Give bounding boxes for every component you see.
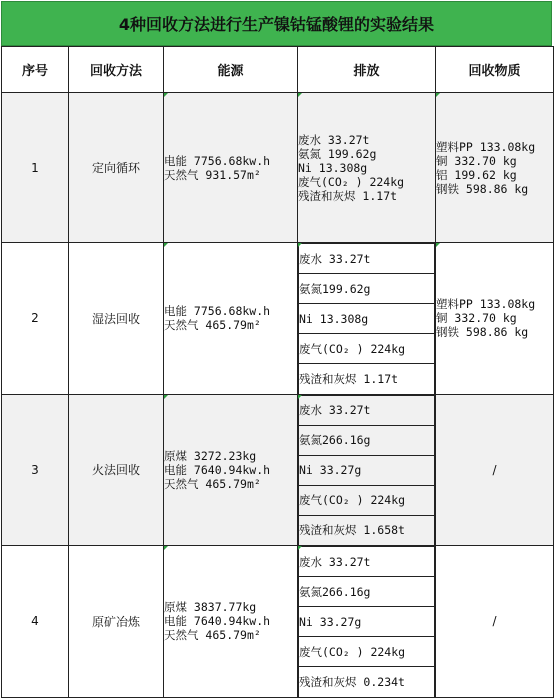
comment-marker-icon	[298, 243, 302, 247]
emission-line: Ni 13.308g	[298, 160, 368, 175]
recovered-line: 钢铁 598.86 kg	[436, 181, 529, 196]
emission-line: 氨氮199.62g	[299, 274, 435, 304]
emission-line: 残渣和灰烬 0.234t	[299, 667, 435, 697]
row-method: 定向循环	[69, 93, 164, 243]
energy-line: 天然气 465.79m²	[164, 318, 261, 333]
row-index: 1	[2, 93, 69, 243]
emission-line: 废水 33.27t	[299, 547, 435, 577]
emissions-subtable	[298, 546, 435, 697]
recovered-line: 塑料PP 133.08kg	[436, 297, 536, 312]
row-index: 3	[2, 394, 69, 546]
row-emissions	[298, 243, 436, 395]
emission-line: 氨氮266.16g	[299, 577, 435, 607]
header-row	[2, 47, 554, 93]
header-index: 序号	[2, 47, 69, 93]
comment-marker-icon	[164, 93, 168, 97]
emission-line: 废气(CO₂ ) 224kg	[299, 637, 435, 667]
emission-line: 残渣和灰烬 1.17t	[298, 188, 398, 203]
row-method: 湿法回收	[69, 243, 164, 395]
header-recovered: 回收物质	[436, 47, 554, 93]
row-recovered	[436, 243, 554, 395]
comment-marker-icon	[298, 395, 302, 399]
header-method: 回收方法	[69, 47, 164, 93]
comment-marker-icon	[164, 546, 168, 550]
results-table	[1, 46, 554, 698]
comment-marker-icon	[164, 395, 168, 399]
energy-line: 电能 7756.68kw.h	[164, 153, 271, 168]
row-method: 原矿冶炼	[69, 546, 164, 698]
row-recovered: /	[436, 394, 554, 546]
emission-line: 氨氮 199.62g	[298, 146, 377, 161]
emission-line: 废水 33.27t	[299, 395, 435, 425]
table-title: 4种回收方法进行生产镍钴锰酸锂的实验结果	[1, 1, 552, 46]
row-recovered	[436, 93, 554, 243]
row-energy	[164, 243, 298, 395]
emission-line: Ni 13.308g	[299, 304, 435, 334]
row-index: 2	[2, 243, 69, 395]
energy-line: 天然气 931.57m²	[164, 167, 261, 182]
row-emissions	[298, 93, 436, 243]
energy-line: 天然气 465.79m²	[164, 476, 261, 491]
recovered-line: 塑料PP 133.08kg	[436, 139, 536, 154]
emission-line: 废水 33.27t	[299, 244, 435, 274]
comment-marker-icon	[436, 243, 440, 247]
row-energy	[164, 546, 298, 698]
table-row	[2, 546, 554, 698]
comment-marker-icon	[164, 243, 168, 247]
emission-line: 废气(CO₂ ) 224kg	[299, 334, 435, 364]
emission-line: 残渣和灰烬 1.17t	[299, 364, 435, 394]
row-recovered: /	[436, 546, 554, 698]
emission-line: 废水 33.27t	[298, 132, 370, 147]
table-row	[2, 243, 554, 395]
emission-line: 氨氮266.16g	[299, 425, 435, 455]
emission-line: Ni 33.27g	[299, 455, 435, 485]
row-energy	[164, 394, 298, 546]
row-index: 4	[2, 546, 69, 698]
energy-line: 原煤 3837.77kg	[164, 600, 257, 615]
emissions-subtable	[298, 243, 435, 394]
recovered-line: 钢铁 598.86 kg	[436, 325, 529, 340]
row-emissions	[298, 394, 436, 546]
emission-line: 废气(CO₂ ) 224kg	[298, 174, 405, 189]
emission-line: 废气(CO₂ ) 224kg	[299, 485, 435, 515]
recovered-line: 铜 332.70 kg	[436, 153, 517, 168]
emissions-subtable	[298, 395, 435, 546]
comment-marker-icon	[298, 93, 302, 97]
comment-marker-icon	[298, 546, 302, 550]
energy-line: 电能 7640.94kw.h	[164, 614, 271, 629]
header-energy: 能源	[164, 47, 298, 93]
emission-line: Ni 33.27g	[299, 607, 435, 637]
energy-line: 电能 7640.94kw.h	[164, 462, 271, 477]
energy-line: 天然气 465.79m²	[164, 628, 261, 643]
recovered-line: 铜 332.70 kg	[436, 311, 517, 326]
row-method: 火法回收	[69, 394, 164, 546]
recovered-line: 铝 199.62 kg	[436, 167, 517, 182]
comment-marker-icon	[436, 93, 440, 97]
table-row	[2, 394, 554, 546]
energy-line: 电能 7756.68kw.h	[164, 304, 271, 319]
row-energy	[164, 93, 298, 243]
header-emissions: 排放	[298, 47, 436, 93]
emission-line: 残渣和灰烬 1.658t	[299, 515, 435, 545]
energy-line: 原煤 3272.23kg	[164, 448, 257, 463]
row-emissions	[298, 546, 436, 698]
table-row	[2, 93, 554, 243]
